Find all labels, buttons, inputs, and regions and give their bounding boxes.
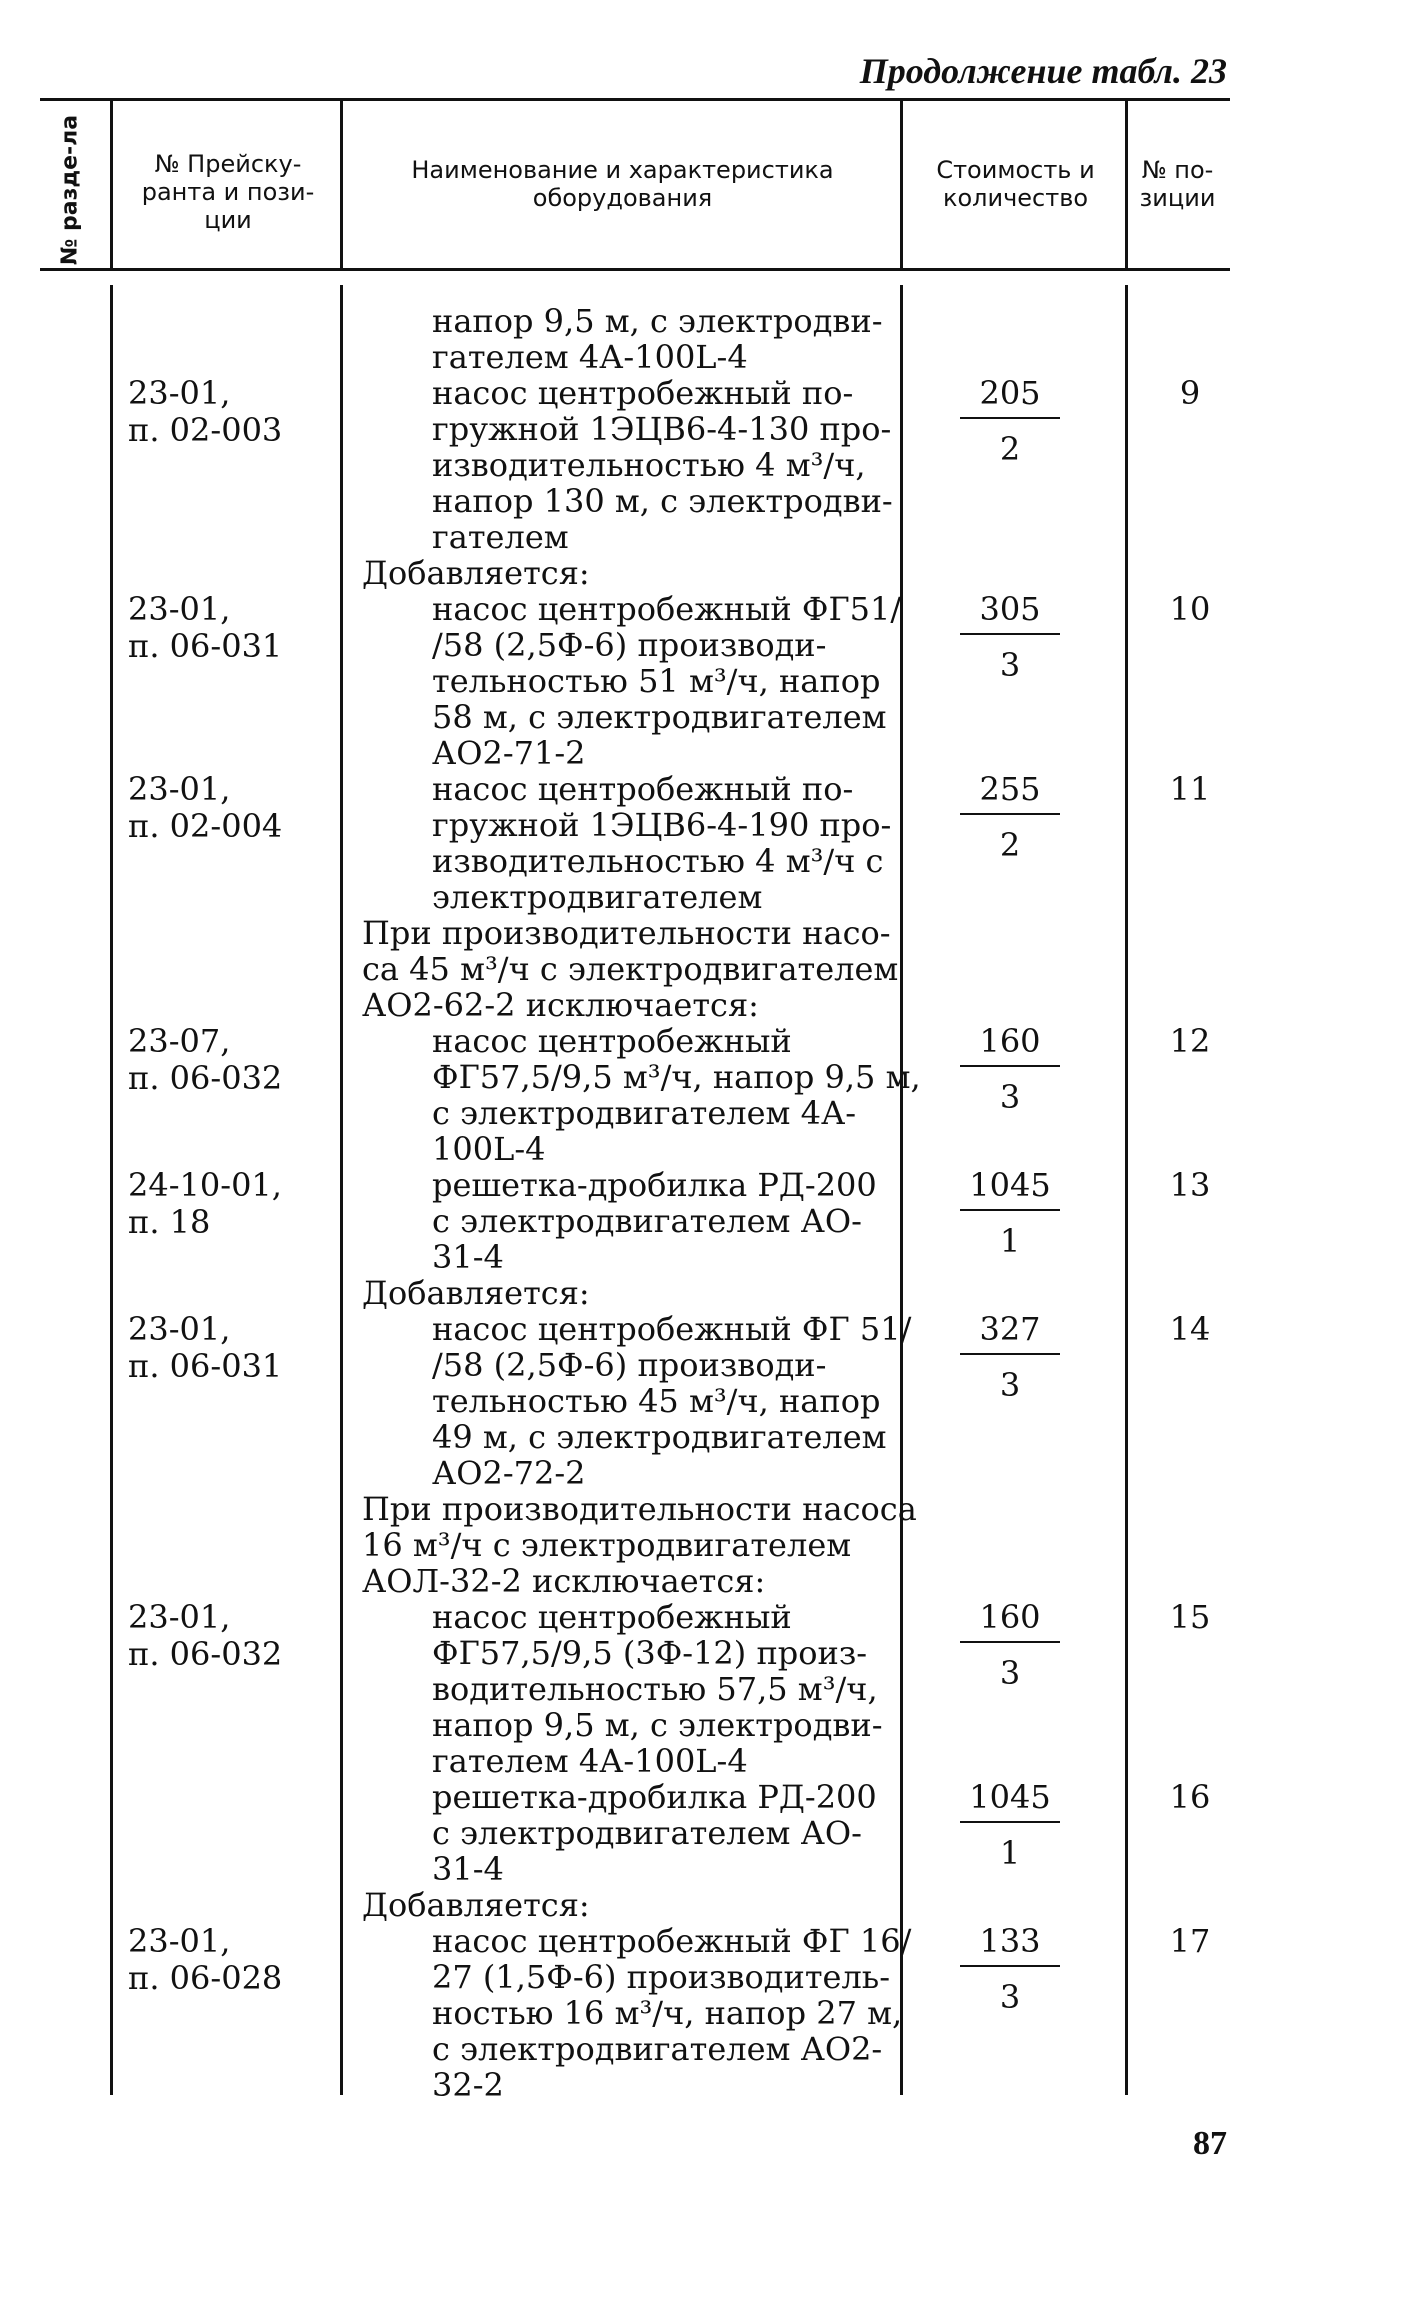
header-divider-1	[110, 100, 113, 268]
description-line: 31-4	[432, 1850, 504, 1888]
section-note	[362, 1490, 917, 1600]
description-line: насос центробежный	[432, 1022, 792, 1060]
note-line: АО2-62-2 исключается:	[362, 986, 759, 1024]
fraction-bar	[960, 1353, 1060, 1355]
equipment-description	[362, 1779, 890, 1887]
section-note	[362, 1887, 902, 1923]
description-line: ностью 16 м³/ч, напор 27 м,	[432, 1994, 903, 2032]
header-section: № разде-ла	[57, 114, 83, 266]
description-line: электродвигателем	[432, 878, 763, 916]
description-line: изводительностью 4 м³/ч,	[432, 446, 866, 484]
cost-value: 327	[979, 1310, 1041, 1348]
price-ref-line: п. 02-004	[128, 807, 283, 845]
position-number: 14	[1169, 1310, 1211, 1348]
fraction-bar	[960, 1641, 1060, 1643]
description-line: с электродвигателем АО-	[432, 1814, 862, 1852]
description-line: ФГ57,5/9,5 (3Ф-12) произ-	[432, 1634, 868, 1672]
description-line: изводительностью 4 м³/ч с	[432, 842, 884, 880]
price-ref-line: 23-01,	[128, 770, 231, 808]
price-ref	[128, 771, 282, 845]
description-line: гружной 1ЭЦВ6-4-190 про-	[432, 806, 892, 844]
price-ref	[128, 375, 282, 449]
description-line: 49 м, с электродвигателем	[432, 1418, 887, 1456]
cost-value: 160	[979, 1022, 1041, 1060]
cost-quantity	[960, 1023, 1060, 1115]
body-divider-1	[340, 285, 343, 2095]
description-line: насос центробежный по-	[432, 374, 854, 412]
description-line: 32-2	[432, 2066, 504, 2104]
quantity-value: 2	[999, 430, 1021, 468]
description-line: 27 (1,5Ф-6) производитель-	[432, 1958, 891, 1996]
continuation-line: напор 9,5 м, с электродви-	[432, 302, 883, 340]
quantity-value: 3	[999, 646, 1021, 684]
price-ref-line: п. 06-032	[128, 1635, 283, 1673]
price-ref-line: 23-01,	[128, 1598, 231, 1636]
header-price-ref: № Прейску- ранта и пози- ции	[141, 150, 315, 234]
table-caption: Продолжение табл. 23	[859, 51, 1227, 91]
fraction-bar	[960, 633, 1060, 635]
cost-quantity	[960, 1923, 1060, 2015]
description-line: /58 (2,5Ф-6) производи-	[432, 1346, 827, 1384]
equipment-description	[362, 374, 893, 556]
fraction-bar	[960, 1065, 1060, 1067]
price-ref	[128, 1311, 282, 1385]
price-ref-line: 23-01,	[128, 1310, 231, 1348]
description-line: насос центробежный ФГ 51/	[432, 1310, 912, 1348]
cost-value: 1045	[969, 1778, 1051, 1816]
note-line: При производительности насоса	[362, 1490, 917, 1528]
position-number: 11	[1169, 770, 1211, 808]
quantity-value: 1	[999, 1834, 1021, 1872]
description-line: насос центробежный	[432, 1598, 792, 1636]
description-line: гателем 4А-100L-4	[432, 1742, 748, 1780]
description-line: напор 9,5 м, с электродви-	[432, 1706, 883, 1744]
section-note	[362, 1275, 902, 1311]
cost-value: 305	[979, 590, 1041, 628]
price-ref-line: 24-10-01,	[128, 1166, 282, 1204]
cost-quantity	[960, 1167, 1060, 1259]
price-ref-line: п. 18	[128, 1203, 211, 1241]
price-ref	[128, 1167, 282, 1241]
position-number: 17	[1169, 1922, 1211, 1960]
description-line: тельностью 51 м³/ч, напор	[432, 662, 881, 700]
description-line: тельностью 45 м³/ч, напор	[432, 1382, 881, 1420]
header-cost: Стоимость и количество	[936, 156, 1095, 212]
equipment-description	[362, 1167, 890, 1275]
price-ref-line: 23-01,	[128, 1922, 231, 1960]
price-ref	[128, 1923, 282, 1997]
description-line: /58 (2,5Ф-6) производи-	[432, 626, 827, 664]
fraction-bar	[960, 813, 1060, 815]
description-line: решетка-дробилка РД-200	[432, 1166, 877, 1204]
description-line: гружной 1ЭЦВ6-4-130 про-	[432, 410, 892, 448]
price-ref	[128, 1599, 282, 1673]
section-note	[362, 915, 902, 1023]
price-ref-line: 23-01,	[128, 374, 231, 412]
cost-quantity	[960, 375, 1060, 467]
header-description: Наименование и характеристика оборудования	[411, 156, 834, 212]
equipment-description	[362, 1310, 912, 1492]
header-bottom-rule	[40, 268, 1230, 271]
quantity-value: 3	[999, 1366, 1021, 1404]
description-line: водительностью 57,5 м³/ч,	[432, 1670, 878, 1708]
description-line: АО2-72-2	[432, 1454, 586, 1492]
price-ref	[128, 1023, 282, 1097]
continuation-line: гателем 4А-100L-4	[432, 338, 748, 376]
cost-quantity	[960, 1311, 1060, 1403]
position-number: 9	[1179, 374, 1201, 412]
equipment-description	[362, 1922, 912, 2104]
description-line: насос центробежный ФГ51/	[432, 590, 902, 628]
cost-value: 1045	[969, 1166, 1051, 1204]
description-line: с электродвигателем АО-	[432, 1202, 862, 1240]
price-ref-line: п. 06-031	[128, 627, 283, 665]
position-number: 16	[1169, 1778, 1211, 1816]
fraction-bar	[960, 1209, 1060, 1211]
price-ref-line: п. 06-032	[128, 1059, 283, 1097]
note-line: 16 м³/ч с электродвигателем	[362, 1526, 852, 1564]
note-line: Добавляется:	[362, 1274, 590, 1312]
fraction-bar	[960, 417, 1060, 419]
cost-quantity	[960, 591, 1060, 683]
fraction-bar	[960, 1965, 1060, 1967]
section-note	[362, 555, 902, 591]
header-top-rule	[40, 98, 1230, 101]
equipment-description	[362, 771, 890, 915]
price-ref-line: п. 02-003	[128, 411, 283, 449]
description-line: 58 м, с электродвигателем	[432, 698, 887, 736]
description-line: напор 130 м, с электродви-	[432, 482, 893, 520]
equipment-description	[362, 1022, 921, 1168]
continuation-text	[362, 303, 890, 375]
header-position: № по- зиции	[1139, 156, 1216, 212]
header-divider-2	[340, 100, 343, 268]
cost-value: 133	[979, 1922, 1041, 1960]
cost-value: 255	[979, 770, 1041, 808]
description-line: насос центробежный по-	[432, 770, 854, 808]
description-line: ФГ57,5/9,5 м³/ч, напор 9,5 м,	[432, 1058, 921, 1096]
description-line: 31-4	[432, 1238, 504, 1276]
note-line: При производительности насо-	[362, 914, 891, 952]
cost-quantity	[960, 1599, 1060, 1691]
note-line: Добавляется:	[362, 554, 590, 592]
quantity-value: 3	[999, 1078, 1021, 1116]
body-divider-0	[110, 285, 113, 2095]
fraction-bar	[960, 1821, 1060, 1823]
cost-value: 160	[979, 1598, 1041, 1636]
position-number: 12	[1169, 1022, 1211, 1060]
quantity-value: 3	[999, 1654, 1021, 1692]
header-divider-4	[1125, 100, 1128, 268]
quantity-value: 1	[999, 1222, 1021, 1260]
price-ref-line: п. 06-031	[128, 1347, 283, 1385]
equipment-description	[362, 1599, 890, 1779]
quantity-value: 2	[999, 826, 1021, 864]
description-line: решетка-дробилка РД-200	[432, 1778, 877, 1816]
cost-quantity	[960, 771, 1060, 863]
quantity-value: 3	[999, 1978, 1021, 2016]
description-line: насос центробежный ФГ 16/	[432, 1922, 912, 1960]
note-line: са 45 м³/ч с электродвигателем	[362, 950, 899, 988]
position-number: 15	[1169, 1598, 1211, 1636]
description-line: с электродвигателем АО2-	[432, 2030, 883, 2068]
description-line: 100L-4	[432, 1130, 546, 1168]
note-line: АОЛ-32-2 исключается:	[362, 1562, 766, 1600]
price-ref-line: 23-07,	[128, 1022, 231, 1060]
price-ref-line: п. 06-028	[128, 1959, 283, 1997]
cost-quantity	[960, 1779, 1060, 1871]
header-divider-3	[900, 100, 903, 268]
position-number: 13	[1169, 1166, 1211, 1204]
price-ref-line: 23-01,	[128, 590, 231, 628]
description-line: АО2-71-2	[432, 734, 586, 772]
description-line: гателем	[432, 518, 569, 556]
cost-value: 205	[979, 374, 1041, 412]
price-ref	[128, 591, 282, 665]
body-divider-3	[1125, 285, 1128, 2095]
page-number: 87	[1193, 2125, 1227, 2162]
position-number: 10	[1169, 590, 1211, 628]
description-line: с электродвигателем 4А-	[432, 1094, 856, 1132]
note-line: Добавляется:	[362, 1886, 590, 1924]
equipment-description	[362, 590, 902, 772]
